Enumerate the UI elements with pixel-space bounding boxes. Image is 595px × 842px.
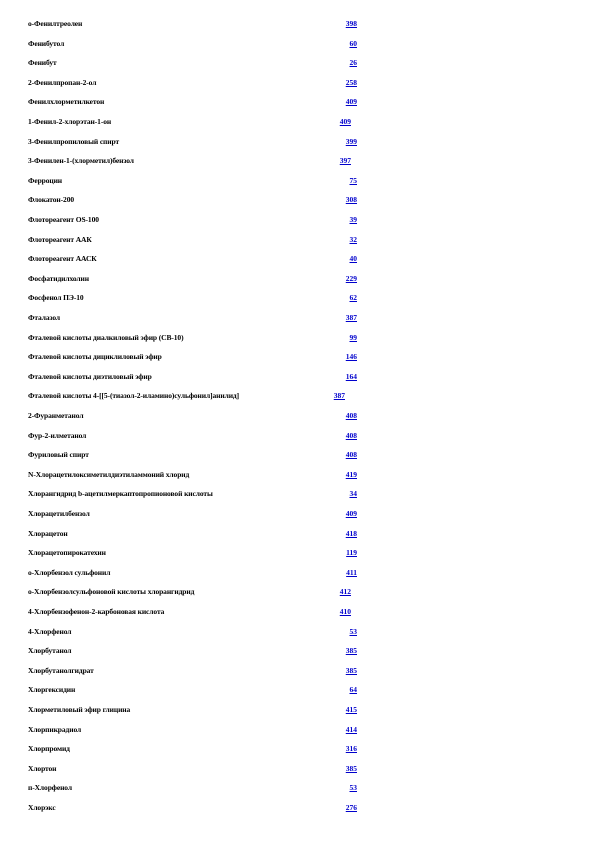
list-item bbox=[0, 116, 595, 128]
list-item bbox=[0, 449, 595, 461]
page-link[interactable]: 308 bbox=[345, 195, 357, 204]
list-item bbox=[0, 155, 595, 167]
entry-name: Хлорметиловый эфир глицина bbox=[28, 705, 131, 714]
list-item bbox=[0, 528, 595, 540]
entry-name: Фталевой кислоты дициклиловый эфир bbox=[28, 352, 162, 361]
list-item bbox=[0, 292, 595, 304]
page-link[interactable]: 32 bbox=[349, 235, 357, 244]
page-link[interactable]: 411 bbox=[346, 568, 357, 577]
list-item bbox=[0, 410, 595, 422]
page-link[interactable]: 258 bbox=[345, 78, 357, 87]
page-link[interactable]: 410 bbox=[339, 607, 351, 616]
page-link[interactable]: 164 bbox=[345, 372, 357, 381]
page-link[interactable]: 418 bbox=[345, 529, 357, 538]
entry-name: Хлорбутанолгидрат bbox=[28, 666, 94, 675]
page-link[interactable]: 414 bbox=[345, 725, 357, 734]
page-link[interactable]: 419 bbox=[345, 470, 357, 479]
page-link[interactable]: 53 bbox=[349, 783, 357, 792]
entry-name: 2-Фенилпропан-2-ол bbox=[28, 78, 97, 87]
entry-name: 4-Хлорфенол bbox=[28, 627, 72, 636]
list-item bbox=[0, 57, 595, 69]
entry-name: Флотореагент ААК bbox=[28, 235, 92, 244]
page-link[interactable]: 387 bbox=[333, 391, 345, 400]
list-item bbox=[0, 802, 595, 814]
page-link[interactable]: 75 bbox=[349, 176, 357, 185]
entry-name: Хлортон bbox=[28, 764, 57, 773]
entry-name: Хлорбутанол bbox=[28, 646, 72, 655]
page-link[interactable]: 53 bbox=[349, 627, 357, 636]
page-link[interactable]: 316 bbox=[345, 744, 357, 753]
entry-name: Фосфатидилхолин bbox=[28, 274, 89, 283]
list-item bbox=[0, 488, 595, 500]
page-link[interactable]: 119 bbox=[346, 548, 357, 557]
list-item bbox=[0, 547, 595, 559]
entry-name: Фталевой кислоты диэтиловый эфир bbox=[28, 372, 152, 381]
list-item bbox=[0, 782, 595, 794]
entry-name: N-Хлорацетилоксиметилдиэтиламмоний хлорид bbox=[28, 470, 190, 479]
list-item bbox=[0, 351, 595, 363]
entry-name: 4-Хлорбензофенон-2-карбоновая кислота bbox=[28, 607, 165, 616]
entry-name: Хлорпромид bbox=[28, 744, 70, 753]
entry-name: Хлорацетон bbox=[28, 529, 68, 538]
entry-name: 3-Фенилпропиловый спирт bbox=[28, 137, 120, 146]
page-link[interactable]: 229 bbox=[345, 274, 357, 283]
list-item bbox=[0, 77, 595, 89]
list-item bbox=[0, 704, 595, 716]
page-link[interactable]: 385 bbox=[345, 666, 357, 675]
entry-name: Фенилхлорметилкетон bbox=[28, 97, 105, 106]
page-link[interactable]: 412 bbox=[339, 587, 351, 596]
list-item bbox=[0, 234, 595, 246]
list-item bbox=[0, 18, 595, 30]
page-link[interactable]: 99 bbox=[349, 333, 357, 342]
list-item bbox=[0, 332, 595, 344]
entry-name: о-Фенилтреолен bbox=[28, 19, 83, 28]
entry-name: Флотореагент ОS-100 bbox=[28, 215, 99, 224]
list-item bbox=[0, 626, 595, 638]
page-link[interactable]: 34 bbox=[349, 489, 357, 498]
entry-name: 3-Фенилен-1-(хлорметил)бензол bbox=[28, 156, 134, 165]
page-link[interactable]: 64 bbox=[349, 685, 357, 694]
list-item bbox=[0, 214, 595, 226]
page-link[interactable]: 409 bbox=[345, 509, 357, 518]
list-item bbox=[0, 273, 595, 285]
list-item bbox=[0, 194, 595, 206]
entry-name: Фенибут bbox=[28, 58, 57, 67]
entry-name: Хлорангидрид b-ацетилмеркаптопропионовой кислоты bbox=[28, 489, 213, 498]
page-link[interactable]: 60 bbox=[349, 39, 357, 48]
list-item bbox=[0, 469, 595, 481]
entry-name: Фталевой кислоты диалкиловый эфир (СВ-10) bbox=[28, 333, 184, 342]
list-item bbox=[0, 763, 595, 775]
page-link[interactable]: 398 bbox=[345, 19, 357, 28]
page-link[interactable]: 408 bbox=[345, 431, 357, 440]
list-item bbox=[0, 312, 595, 324]
list-item bbox=[0, 743, 595, 755]
entry-name: Фосфенол ПЭ-10 bbox=[28, 293, 84, 302]
list-item bbox=[0, 371, 595, 383]
list-item bbox=[0, 586, 595, 598]
list-item bbox=[0, 175, 595, 187]
entry-name: Фуриловый спирт bbox=[28, 450, 89, 459]
list-item bbox=[0, 606, 595, 618]
page-link[interactable]: 409 bbox=[345, 97, 357, 106]
page-link[interactable]: 399 bbox=[345, 137, 357, 146]
entry-name: Хлорацетилбензол bbox=[28, 509, 90, 518]
page-link[interactable]: 39 bbox=[349, 215, 357, 224]
page-link[interactable]: 276 bbox=[345, 803, 357, 812]
entry-name: о-Хлорбензолсульфоновой кислоты хлорангидрид bbox=[28, 587, 195, 596]
page-link[interactable]: 26 bbox=[349, 58, 357, 67]
entry-name: Флотореагент ААСК bbox=[28, 254, 97, 263]
list-item bbox=[0, 38, 595, 50]
entry-name: Хлорпикрадиол bbox=[28, 725, 82, 734]
page-link[interactable]: 397 bbox=[339, 156, 351, 165]
list-item bbox=[0, 508, 595, 520]
entry-name: о-Хлорбензол сульфонил bbox=[28, 568, 111, 577]
entry-name: Хлорацетопирокатехин bbox=[28, 548, 106, 557]
page-link[interactable]: 408 bbox=[345, 411, 357, 420]
entry-name: п-Хлорфенол bbox=[28, 783, 72, 792]
list-item bbox=[0, 724, 595, 736]
entry-name: Фур-2-илметанол bbox=[28, 431, 87, 440]
page-link[interactable]: 385 bbox=[345, 764, 357, 773]
page-link[interactable]: 387 bbox=[345, 313, 357, 322]
entry-name: Ферроцин bbox=[28, 176, 63, 185]
entry-name: 1-Фенил-2-хлорэтан-1-он bbox=[28, 117, 112, 126]
page-link[interactable]: 415 bbox=[345, 705, 357, 714]
entry-name: Флокатон-200 bbox=[28, 195, 74, 204]
list-item bbox=[0, 390, 595, 402]
list-item bbox=[0, 684, 595, 696]
page-link[interactable]: 385 bbox=[345, 646, 357, 655]
entry-name: Фенибутол bbox=[28, 39, 65, 48]
list-item bbox=[0, 253, 595, 265]
page-link[interactable]: 40 bbox=[349, 254, 357, 263]
entry-name: Хлорэкс bbox=[28, 803, 56, 812]
list-item bbox=[0, 430, 595, 442]
list-item bbox=[0, 136, 595, 148]
page-link[interactable]: 146 bbox=[345, 352, 357, 361]
list-item bbox=[0, 645, 595, 657]
entry-name: 2-Фуранметанол bbox=[28, 411, 84, 420]
list-item bbox=[0, 567, 595, 579]
list-item bbox=[0, 665, 595, 677]
entry-name: Фталазол bbox=[28, 313, 61, 322]
entry-name: Хлоргексидин bbox=[28, 685, 76, 694]
page-link[interactable]: 62 bbox=[349, 293, 357, 302]
page-link[interactable]: 408 bbox=[345, 450, 357, 459]
list-item bbox=[0, 96, 595, 108]
entry-name: Фталевой кислоты 4-[[5-(тиазол-2-иламино)сульфонил]анилид] bbox=[28, 391, 240, 400]
page-link[interactable]: 409 bbox=[339, 117, 351, 126]
